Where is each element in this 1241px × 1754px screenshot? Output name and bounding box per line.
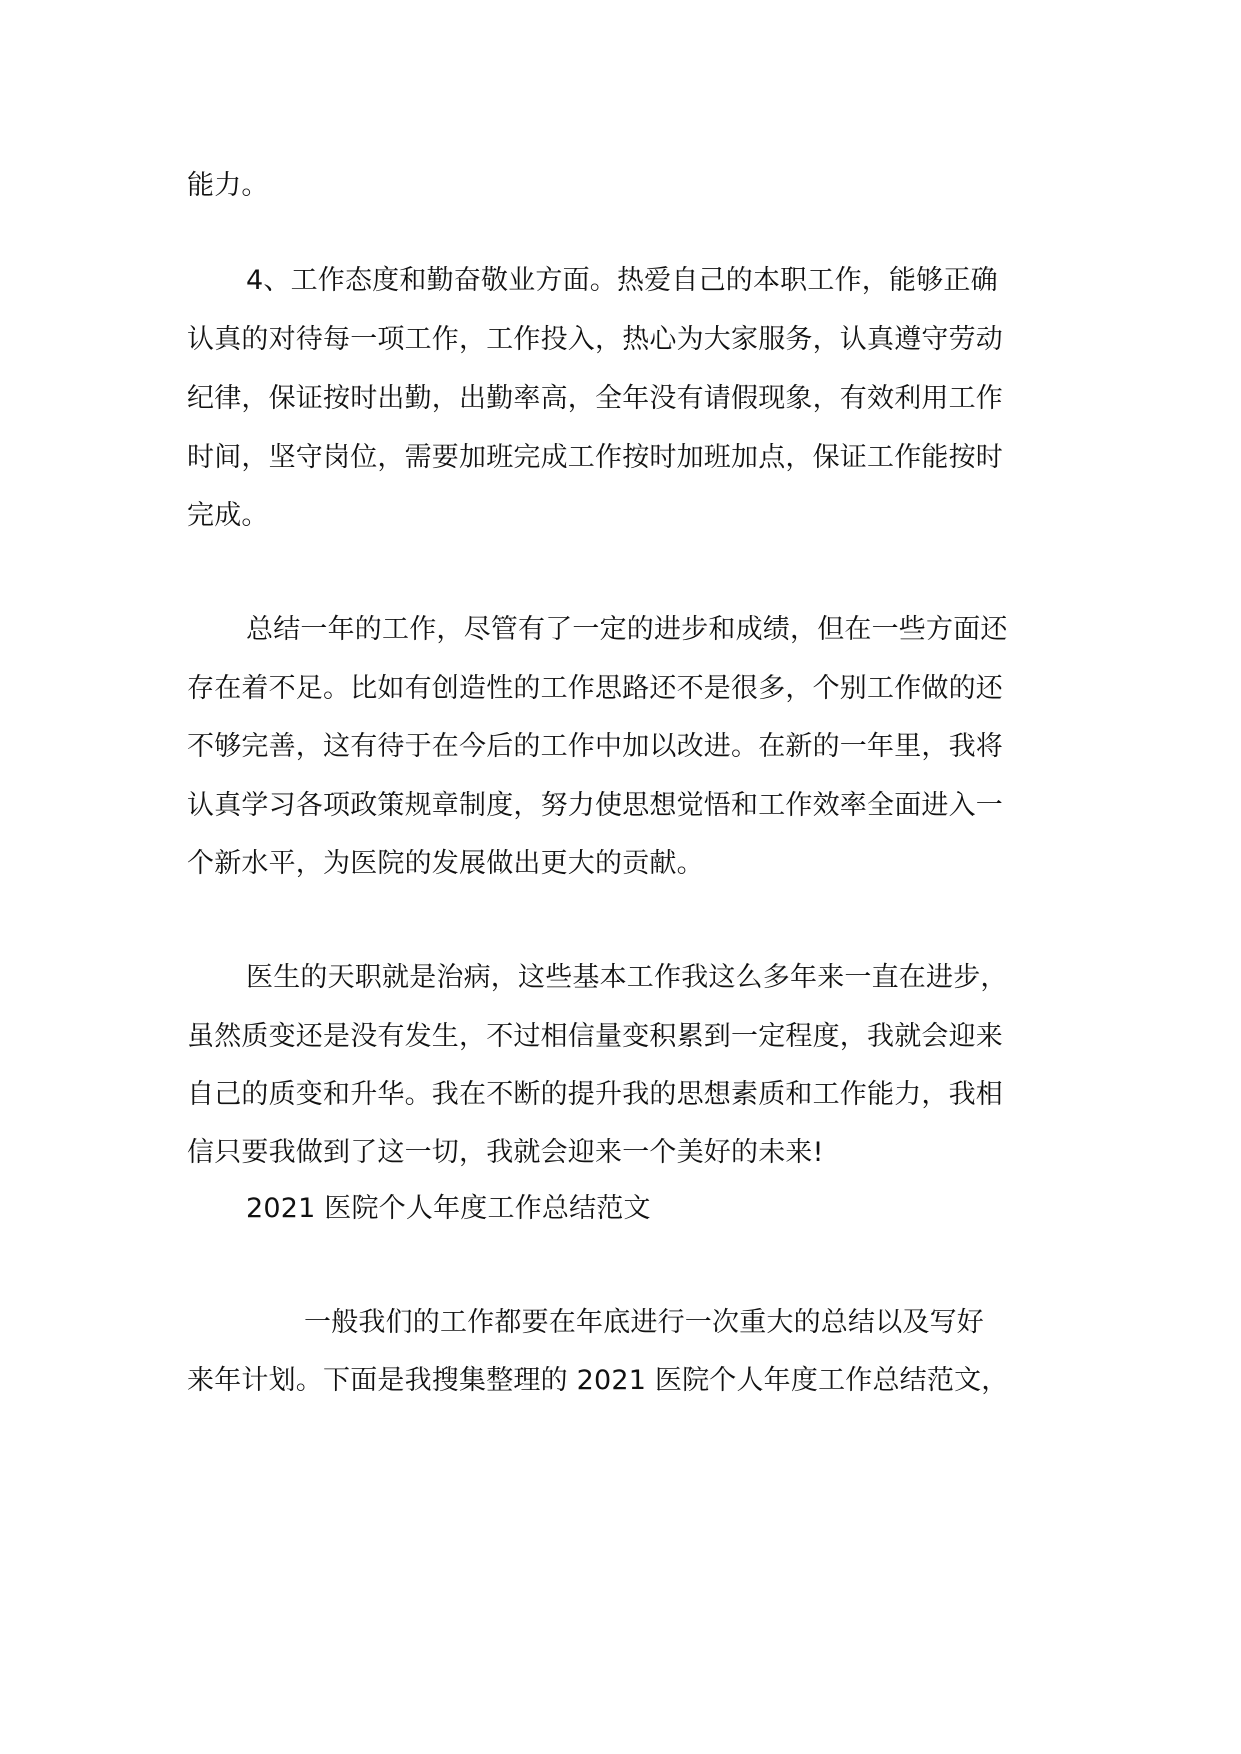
text-line: 完成。 (187, 500, 269, 531)
text-line: 信只要我做到了这一切，我就会迎来一个美好的未来! (187, 1137, 824, 1168)
text-line: 医生的天职就是治病，这些基本工作我这么多年来一直在进步， (246, 962, 1008, 993)
text-line: 存在着不足。比如有创造性的工作思路还不是很多，个别工作做的还 (187, 673, 1003, 704)
text-line: 4、工作态度和勤奋敬业方面。热爱自己的本职工作，能够正确 (246, 265, 998, 296)
text-line: 来年计划。下面是我搜集整理的 2021 医院个人年度工作总结范文， (187, 1365, 1009, 1396)
text-line: 认真学习各项政策规章制度，努力使思想觉悟和工作效率全面进入一 (187, 790, 1003, 821)
text-line: 虽然质变还是没有发生，不过相信量变积累到一定程度，我就会迎来 (187, 1021, 1003, 1052)
text-line: 能力。 (187, 170, 269, 201)
text-line: 时间，坚守岗位，需要加班完成工作按时加班加点，保证工作能按时 (187, 442, 1003, 473)
section-heading: 2021 医院个人年度工作总结范文 (246, 1193, 651, 1224)
text-line: 不够完善，这有待于在今后的工作中加以改进。在新的一年里，我将 (187, 731, 1003, 762)
text-line: 认真的对待每一项工作，工作投入，热心为大家服务，认真遵守劳动 (187, 324, 1003, 355)
text-line: 纪律，保证按时出勤，出勤率高，全年没有请假现象，有效利用工作 (187, 383, 1003, 414)
text-line: 自己的质变和升华。我在不断的提升我的思想素质和工作能力，我相 (187, 1079, 1003, 1110)
text-line: 个新水平，为医院的发展做出更大的贡献。 (187, 848, 704, 879)
text-line: 总结一年的工作，尽管有了一定的进步和成绩，但在一些方面还 (246, 614, 1008, 645)
text-line: 一般我们的工作都要在年底进行一次重大的总结以及写好 (304, 1307, 984, 1338)
